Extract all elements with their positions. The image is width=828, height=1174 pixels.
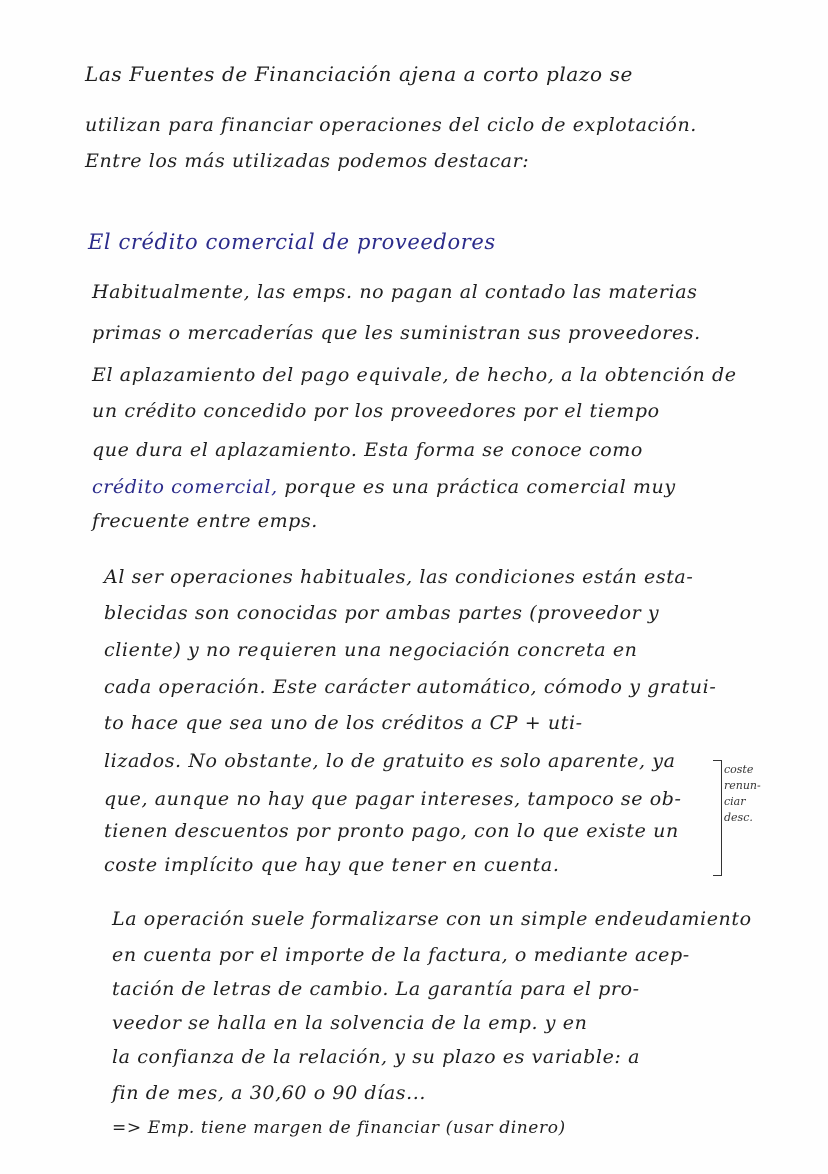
p1-line-4: un crédito concedido por los proveedores por el tiempo [92, 400, 660, 422]
p3-line-7: => Emp. tiene margen de financiar (usar dinero) [112, 1118, 566, 1138]
intro-line-1: Las Fuentes de Financiación ajena a corto plazo se [85, 62, 633, 86]
p2-line-5: to hace que sea uno de los créditos a CP + uti- [104, 712, 583, 734]
side-note-line-4: desc. [724, 811, 753, 824]
p2-line-7: que, aunque no hay que pagar intereses, tampoco se ob- [104, 788, 682, 810]
p3-line-4: veedor se halla en la solvencia de la emp. y en [112, 1012, 588, 1034]
credito-comercial-highlight: crédito comercial, [92, 476, 278, 498]
p1-line-3: El aplazamiento del pago equivale, de hecho, a la obtención de [92, 364, 737, 386]
p3-line-3: tación de letras de cambio. La garantía para el pro- [112, 978, 640, 1000]
side-note-line-1: coste [724, 763, 754, 776]
p3-line-6: fin de mes, a 30,60 o 90 días... [112, 1082, 427, 1104]
side-note-line-3: ciar [724, 795, 746, 808]
p2-line-2: blecidas son conocidas por ambas partes (proveedor y [104, 602, 660, 624]
p3-line-2: en cuenta por el importe de la factura, o mediante acep- [112, 944, 690, 966]
p2-line-8: tienen descuentos por pronto pago, con lo que existe un [104, 820, 679, 842]
intro-line-3: Entre los más utilizadas podemos destacar: [85, 150, 530, 172]
section-heading: El crédito comercial de proveedores [88, 230, 496, 254]
side-note-line-2: renun- [724, 779, 761, 792]
p2-line-4: cada operación. Este carácter automático, cómodo y gratui- [104, 676, 717, 698]
p1-line-1: Habitualmente, las emps. no pagan al contado las materias [92, 281, 698, 303]
p2-line-1: Al ser operaciones habituales, las condiciones están esta- [104, 566, 694, 588]
p2-line-9: coste implícito que hay que tener en cuenta. [104, 854, 560, 876]
p3-line-5: la confianza de la relación, y su plazo es variable: a [112, 1046, 640, 1068]
intro-line-2: utilizan para financiar operaciones del ciclo de explotación. [85, 114, 697, 136]
p3-line-1: La operación suele formalizarse con un simple endeudamiento [112, 908, 752, 930]
p1-line-5: que dura el aplazamiento. Esta forma se conoce como [92, 439, 643, 461]
side-note-bracket [713, 760, 722, 876]
side-note [724, 762, 780, 826]
p2-line-6: lizados. No obstante, lo de gratuito es solo aparente, ya [104, 750, 676, 772]
p1-line-7: frecuente entre emps. [92, 510, 318, 532]
p2-line-3: cliente) y no requieren una negociación concreta en [104, 639, 638, 661]
p1-line-6-rest: porque es una práctica comercial muy [277, 476, 676, 498]
p1-line-6 [92, 478, 676, 497]
p1-line-2: primas o mercaderías que les suministran sus proveedores. [92, 322, 701, 344]
